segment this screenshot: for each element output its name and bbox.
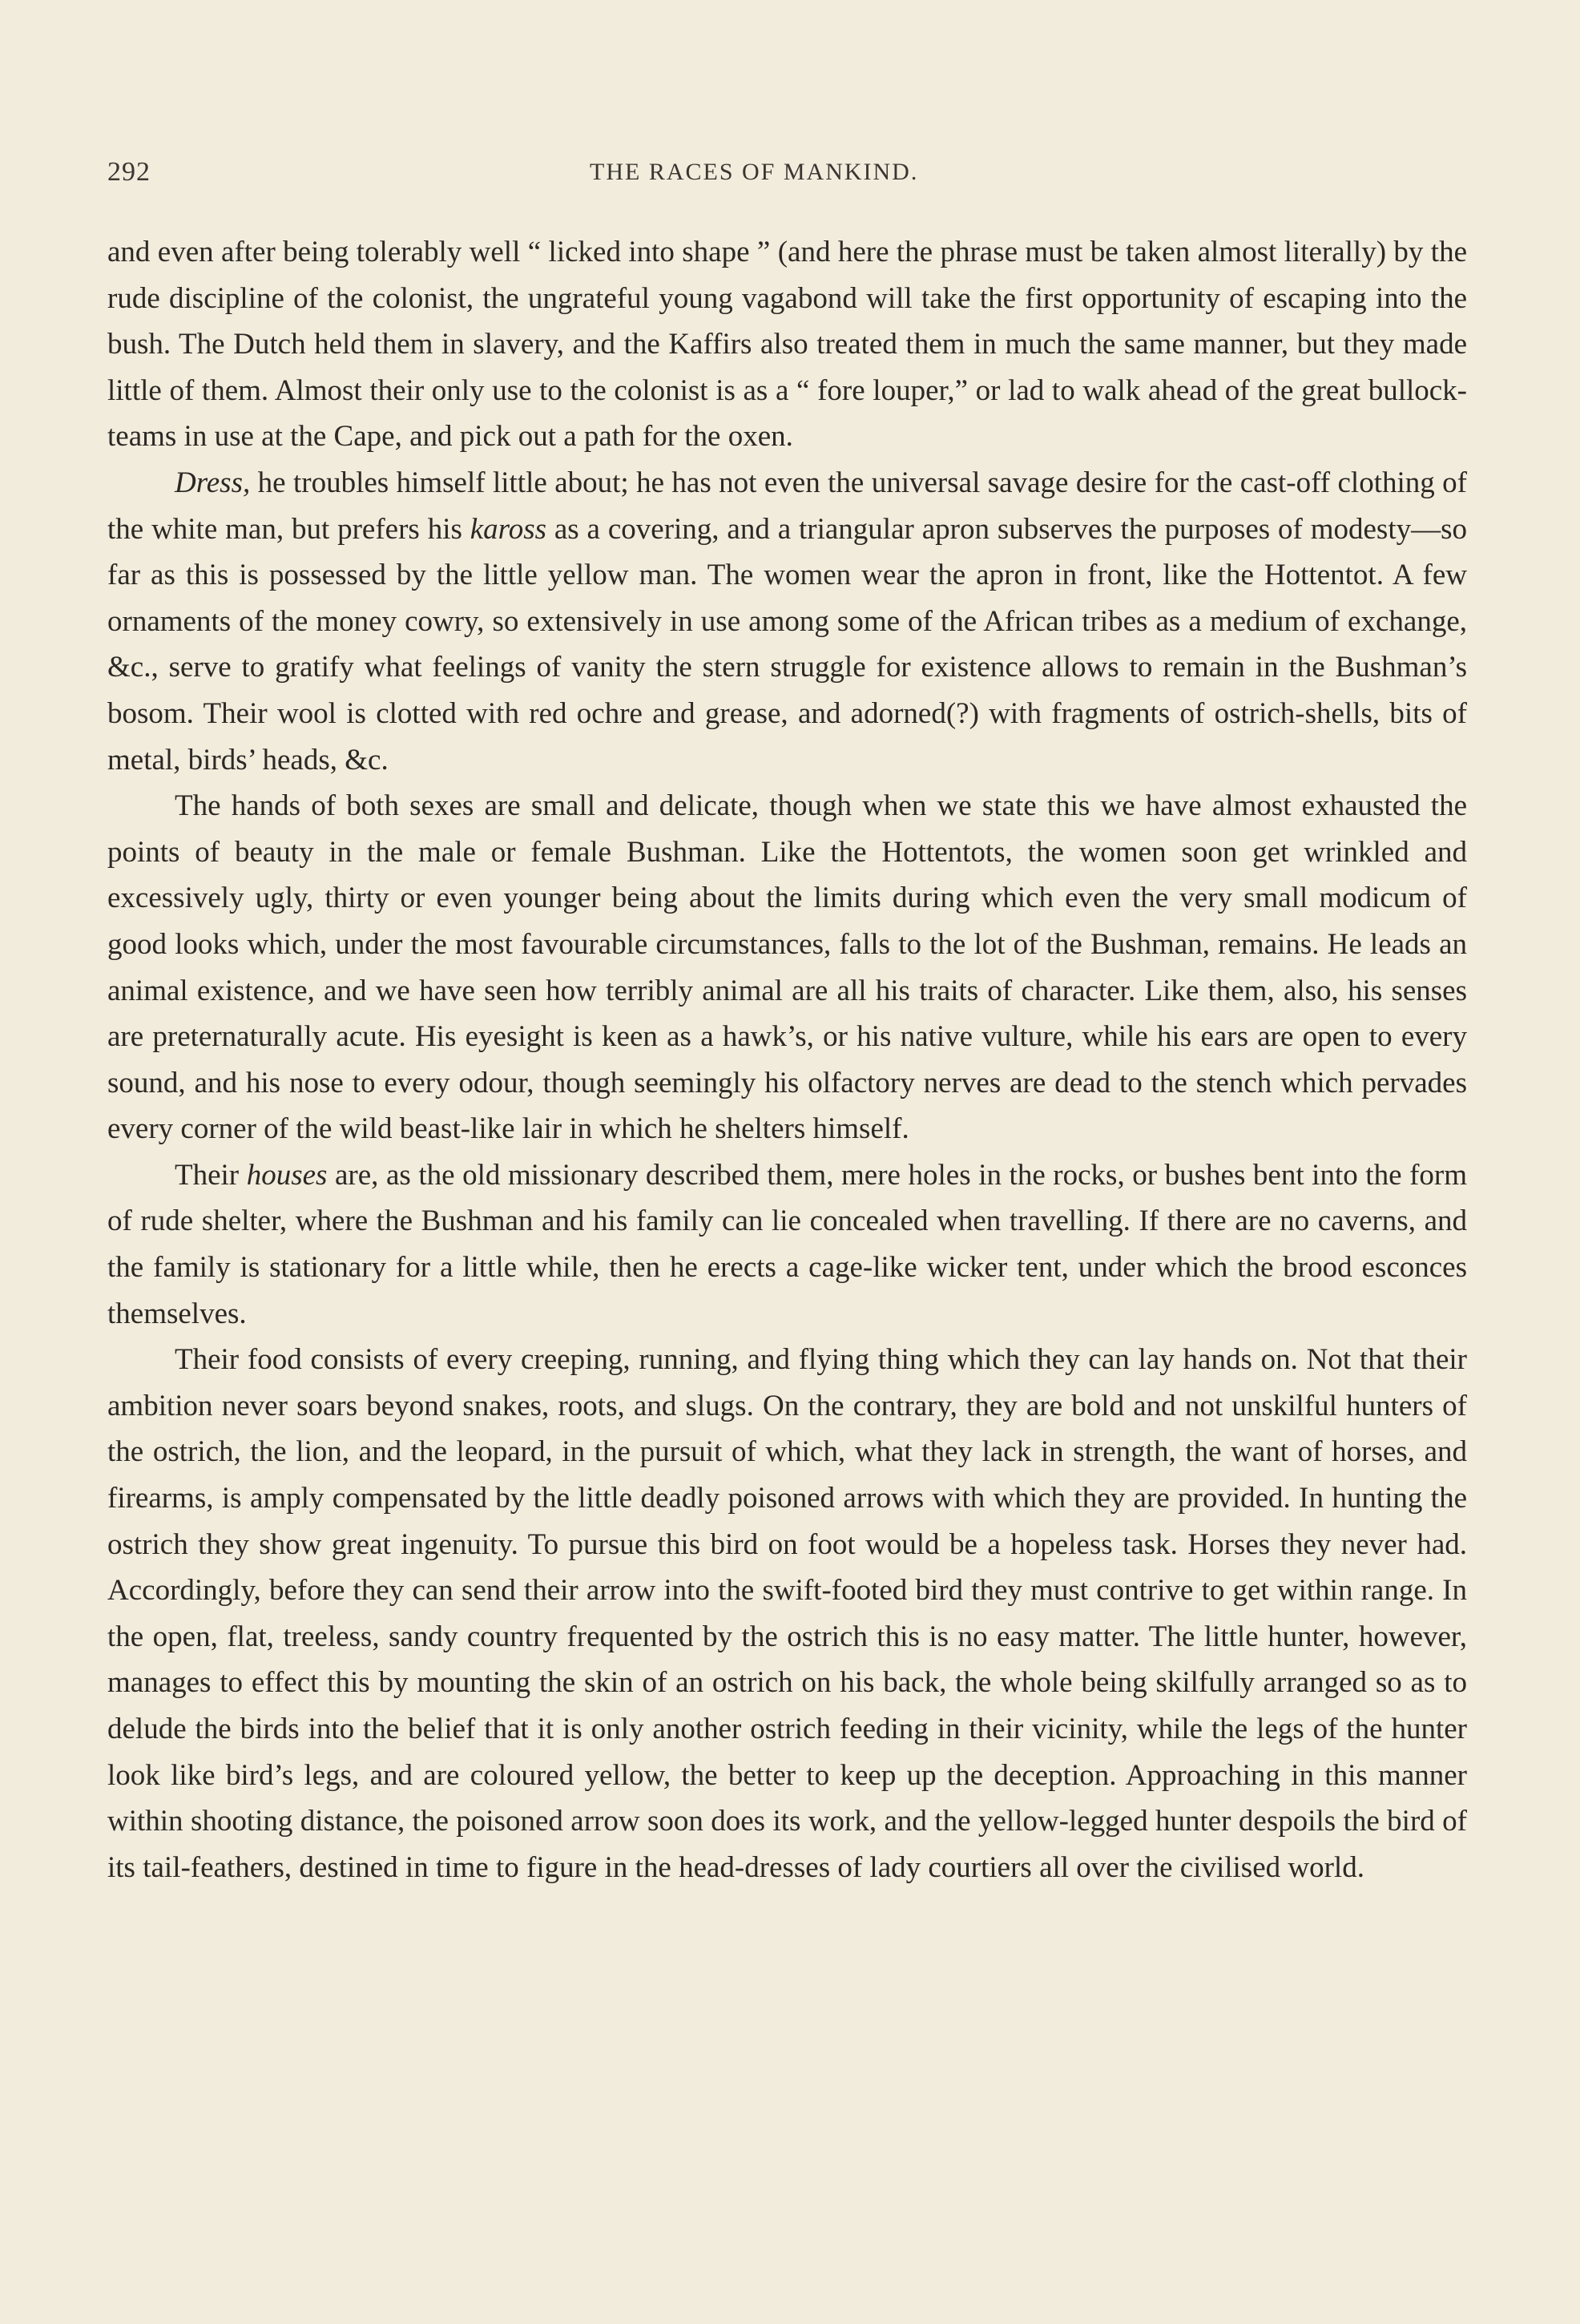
paragraph-5 [107,1337,1467,1890]
running-title: THE RACES OF MANKIND. [590,159,919,185]
paragraph-2 [107,460,1467,783]
paragraph-4-text-after: are, as the old missionary described them, mere holes in the rocks, or bushes bent into the form of rude shelter, where the Bushman and his family can lie concealed when travelling. If there are no caverns, and the family is stationary for a little while, then he erects a cage-like wicker tent, under which the brood esconces themselves. [107,1158,1467,1330]
paragraph-1 [107,229,1467,460]
paragraph-1-text: and even after being tolerably well “ licked into shape ” (and here the phrase must be taken almost literally) by the rude discipline of the colonist, the ungrateful young vagabond will take the first opportunity of escaping into the bush. The Dutch held them in slavery, and the Kaffirs also treated them in much the same manner, but they made little of them. Almost their only use to the colonist is as a “ fore louper,” or lad to walk ahead of the great bullock-teams in use at the Cape, and pick out a path for the oxen. [107,236,1467,454]
paragraph-3-text: The hands of both sexes are small and delicate, though when we state this we have almost exhausted the points of beauty in the male or female Bushman. Like the Hottentots, the women soon get wrinkled and excessively ugly, thirty or even younger being about the limits during which even the very small modicum of good looks which, under the most favourable circumstances, falls to the lot of the Bushman, remains. He leads an animal existence, and we have seen how terribly animal are all his traits of character. Like them, also, his senses are preternaturally acute. His eyesight is keen as a hawk’s, or his native vulture, while his ears are open to every sound, and his nose to every odour, though seemingly his olfactory nerves are dead to the stench which pervades every corner of the wild beast-like lair in which he shelters himself. [107,789,1467,1146]
paragraph-3 [107,783,1467,1152]
paragraph-2-lead-italic: Dress, [175,466,251,499]
paragraph-4-lead-text: Their [175,1158,247,1192]
paragraph-4-italic-word: houses [246,1158,328,1192]
page-number: 292 [107,157,151,187]
paragraph-2-text-after: as a covering, and a triangular apron subserves the purposes of modesty—so far as this is possessed by the little yellow man. The women wear the apron in front, like the Hottentot. A few ornaments of the money cowry, so extensively in use among some of the African tribes as a medium of exchange, &c., serve to gratify what feelings of vanity the stern struggle for existence allows to remain in the Bushman’s bosom. Their wool is clotted with red ochre and grease, and adorned(?) with fragments of ostrich-shells, bits of metal, birds’ heads, &c. [107,512,1467,777]
paragraph-4 [107,1152,1467,1337]
running-header [107,157,1469,197]
body-text [107,229,1467,1890]
paragraph-5-text: Their food consists of every creeping, running, and flying thing which they can lay hands on. Not that their ambition never soars beyond snakes, roots, and slugs. On the contrary, they are bold and not unskilful hunters of the ostrich, the lion, and the leopard, in the pursuit of which, what they lack in strength, the want of horses, and firearms, is amply compensated by the little deadly poisoned arrows with which they are provided. In hunting the ostrich they show great ingenuity. To pursue this bird on foot would be a hopeless task. Horses they never had. Accordingly, before they can send their arrow into the swift-footed bird they must contrive to get within range. In the open, flat, treeless, sandy country frequented by the ostrich this is no easy matter. The little hunter, however, manages to effect this by mounting the skin of an ostrich on his back, the whole being skilfully arranged so as to delude the birds into the belief that it is only another ostrich feeding in their vicinity, while the legs of the hunter look like bird’s legs, and are coloured yellow, the better to keep up the deception. Approaching in this manner within shooting distance, the poisoned arrow soon does its work, and the yellow-legged hunter despoils the bird of its tail-feathers, destined in time to figure in the head-dresses of lady courtiers all over the civilised world. [107,1343,1467,1884]
paragraph-2-text: he troubles himself little about; he has not even the universal savage desire for the cast-off clothing of the white man, but prefers his [107,466,1467,546]
paragraph-2-italic-word: kaross [470,512,546,546]
